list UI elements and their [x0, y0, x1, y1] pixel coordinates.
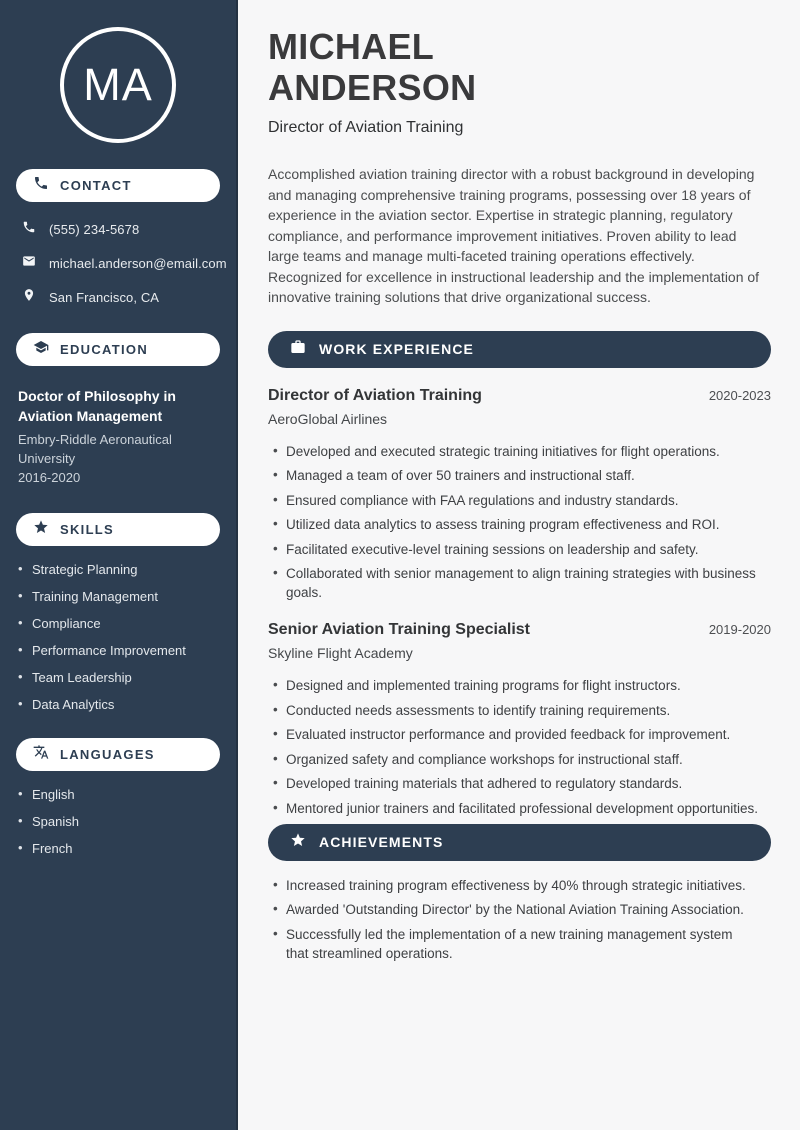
briefcase-icon: [290, 339, 306, 360]
name-line-1: MICHAEL: [268, 26, 435, 67]
email-address: michael.anderson@email.com: [49, 256, 227, 271]
current-job-title: Director of Aviation Training: [268, 119, 464, 136]
job-title: Senior Aviation Training Specialist: [268, 621, 530, 638]
achievements-label: ACHIEVEMENTS: [319, 834, 444, 850]
job-bullet: • Evaluated instructor performance and provided feedback for improvement.: [268, 725, 771, 744]
achievement-bullet: • Increased training program effectiveness by 40% through strategic initiatives.: [268, 876, 758, 895]
job-bullet: • Designed and implemented training programs for flight instructors.: [268, 676, 771, 695]
phone-icon: [22, 220, 36, 239]
languages-section-label: LANGUAGES: [60, 747, 155, 762]
skill-item: • Performance Improvement: [16, 643, 220, 658]
contact-item-location: [16, 288, 220, 307]
contact-item-phone: [16, 220, 220, 239]
job-bullet-list: [268, 442, 771, 603]
phone-icon: [33, 175, 49, 196]
work-experience-banner: [268, 331, 771, 368]
education-degree: Doctor of Philosophy in Aviation Management: [18, 388, 176, 424]
skill-item: • Training Management: [16, 589, 220, 604]
contact-section-header: [16, 169, 220, 202]
job-bullet: • Developed training materials that adhered to regulatory standards.: [268, 774, 771, 793]
location-text: San Francisco, CA: [49, 290, 160, 305]
star-icon: [33, 519, 49, 540]
job-bullet: • Ensured compliance with FAA regulations and industry standards.: [268, 491, 771, 510]
job-bullet: • Collaborated with senior management to align training strategies with business goals.: [268, 564, 771, 602]
skills-list: [16, 562, 220, 712]
location-icon: [22, 288, 36, 307]
job-bullet: • Developed and executed strategic training initiatives for flight operations.: [268, 442, 771, 461]
name-line-2: ANDERSON: [268, 67, 477, 108]
job-dates: 2020-2023: [708, 387, 771, 403]
achievements-list: [268, 876, 771, 963]
page-title: [268, 26, 771, 108]
star-icon: [290, 832, 306, 853]
contact-section-label: CONTACT: [60, 178, 132, 193]
job-bullet: • Facilitated executive-level training sessions on leadership and safety.: [268, 540, 771, 559]
email-icon: [22, 254, 36, 273]
avatar-initials: MA: [83, 59, 153, 110]
language-item: • French: [16, 841, 220, 856]
job-title: Director of Aviation Training: [268, 386, 482, 404]
phone-number: (555) 234-5678: [49, 222, 140, 237]
translate-icon: [33, 744, 49, 765]
job-bullet: • Organized safety and compliance workshops for instructional staff.: [268, 750, 771, 769]
achievement-bullet: • Awarded 'Outstanding Director' by the National Aviation Training Association.: [268, 900, 758, 919]
job-header: [268, 621, 771, 639]
contact-item-email: [16, 254, 227, 273]
languages-section-header: [16, 738, 220, 771]
job-company: AeroGlobal Airlines: [268, 410, 388, 427]
achievements-banner: [268, 824, 771, 861]
language-item: • English: [16, 787, 220, 802]
job-company: Skyline Flight Academy: [268, 645, 413, 661]
job-dates: 2019-2020: [708, 622, 771, 637]
language-item: • Spanish: [16, 814, 220, 829]
education-section-header: [16, 333, 220, 366]
job-bullet: • Conducted needs assessments to identify training requirements.: [268, 701, 771, 720]
contact-list: [16, 220, 227, 307]
job-entry: [268, 621, 771, 818]
professional-summary: Accomplished aviation training director with a robust background in developing and managing comprehensive training programs, possessing over 18 years of experience in the aviation sector. Expertise in strategic planning, regulatory compliance, and performance improvement initiatives. Proven ability to lead large teams and manage multi-faceted training operations effectively. Recognized for excellence in instructional leadership and the implementation of innovative training solutions that drive organizational success.: [268, 166, 760, 305]
languages-list: [16, 787, 220, 856]
main-content: [238, 0, 800, 1130]
skills-section-label: SKILLS: [60, 522, 115, 537]
education-section-label: EDUCATION: [60, 342, 149, 357]
education-years: 2016-2020: [18, 470, 81, 485]
job-bullet-list: [268, 676, 771, 818]
job-bullet: • Utilized data analytics to assess training program effectiveness and ROI.: [268, 515, 771, 534]
job-bullet: • Managed a team of over 50 trainers and instructional staff.: [268, 466, 771, 485]
skill-item: • Team Leadership: [16, 670, 220, 685]
skill-item: • Data Analytics: [16, 697, 220, 712]
skill-item: • Compliance: [16, 616, 220, 631]
work-experience-label: WORK EXPERIENCE: [319, 341, 474, 357]
graduation-cap-icon: [33, 339, 49, 360]
skill-item: • Strategic Planning: [16, 562, 220, 577]
skills-section-header: [16, 513, 220, 546]
sidebar: [0, 0, 238, 1130]
achievement-bullet: • Successfully led the implementation of a new training management system that streamlined operations.: [268, 925, 758, 963]
education-school: Embry-Riddle Aeronautical University: [18, 432, 172, 466]
avatar: [60, 27, 176, 143]
job-bullet: • Mentored junior trainers and facilitated professional development opportunities.: [268, 799, 771, 818]
job-header: [268, 387, 771, 405]
education-entry: [16, 387, 220, 487]
job-entry: [268, 387, 771, 603]
